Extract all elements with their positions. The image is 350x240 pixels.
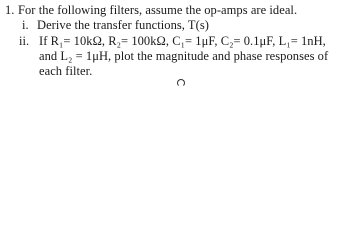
part-i-line <box>22 18 209 33</box>
part-ii-marker: ii. <box>19 34 30 48</box>
document-page <box>0 0 350 84</box>
cropped-glyph <box>177 79 185 87</box>
part-ii-text-line-1: If R₁= 10kΩ, R₂= 100kΩ, C₁= 1μF, C₂= 0.1μF, L₁= 1nH, <box>39 34 326 48</box>
question-number: 1. <box>5 3 15 17</box>
part-ii-text-line-3: each filter. <box>39 64 93 78</box>
part-ii-text-line-2: and L₂ = 1μH, plot the magnitude and phase responses of <box>39 49 329 63</box>
part-ii-line-1 <box>19 34 326 49</box>
part-i-text: Derive the transfer functions, T(s) <box>37 18 209 32</box>
question-intro: For the following filters, assume the op-amps are ideal. <box>18 3 298 17</box>
part-ii-line-2 <box>39 49 328 64</box>
part-i-marker: i. <box>22 18 29 32</box>
part-ii-line-3 <box>39 64 92 79</box>
question-line <box>5 3 297 18</box>
